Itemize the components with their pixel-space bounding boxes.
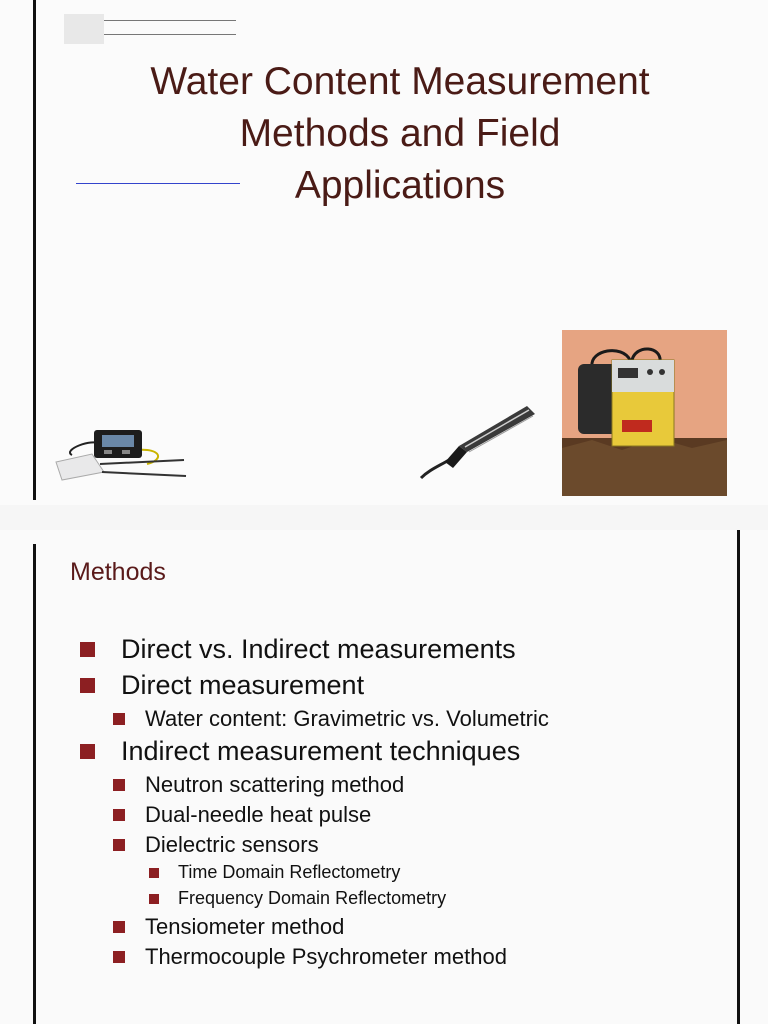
list-item: [80, 736, 520, 767]
slide-edge: [737, 530, 740, 1024]
bullet-square-icon: [149, 868, 159, 878]
bullet-text: Dual-needle heat pulse: [145, 802, 372, 827]
sensor-probe-image: [415, 400, 540, 485]
bullet-text: Tensiometer method: [145, 914, 345, 939]
bullet-text: Neutron scattering method: [145, 772, 405, 797]
bullet-square-icon: [80, 678, 95, 693]
bullet-text: Water content: Gravimetric vs. Volumetric: [145, 706, 549, 731]
list-item: [113, 706, 549, 732]
slide-edge: [33, 544, 36, 1024]
handheld-meter-image: [52, 420, 192, 490]
bullet-text: Dielectric sensors: [145, 832, 319, 857]
bullet-text: Frequency Domain Reflectometry: [178, 888, 447, 908]
title-line: Water Content Measurement: [150, 60, 650, 103]
bullet-square-icon: [113, 713, 125, 725]
list-item: [149, 888, 446, 909]
header-rule: [104, 20, 236, 21]
logo-placeholder: [64, 14, 104, 44]
list-item: [149, 862, 400, 883]
bullet-square-icon: [80, 744, 95, 759]
bullet-text: Thermocouple Psychrometer method: [145, 944, 507, 969]
title-line: Methods and Field: [239, 112, 561, 155]
list-item: [113, 772, 404, 798]
bullet-square-icon: [80, 642, 95, 657]
list-item: [113, 802, 371, 828]
slide-edge: [33, 0, 36, 500]
slide-title: [80, 56, 720, 212]
bullet-square-icon: [113, 839, 125, 851]
list-item: [113, 914, 344, 940]
title-slide: [0, 0, 768, 505]
list-item: [113, 944, 507, 970]
bullet-square-icon: [113, 951, 125, 963]
bullet-square-icon: [113, 779, 125, 791]
title-line: Applications: [294, 164, 506, 207]
list-item: [80, 634, 516, 665]
bullet-text: Time Domain Reflectometry: [178, 862, 401, 882]
methods-slide: [0, 530, 768, 1024]
bullet-square-icon: [113, 921, 125, 933]
section-heading: Methods: [70, 558, 166, 586]
list-item: [80, 670, 364, 701]
header-rule: [104, 34, 236, 35]
list-item: [113, 832, 319, 858]
bullet-text: Indirect measurement techniques: [121, 736, 521, 766]
bullet-text: Direct measurement: [121, 670, 365, 700]
bullet-text: Direct vs. Indirect measurements: [121, 634, 516, 664]
bullet-square-icon: [149, 894, 159, 904]
bullet-square-icon: [113, 809, 125, 821]
field-device-photo: [562, 330, 727, 496]
